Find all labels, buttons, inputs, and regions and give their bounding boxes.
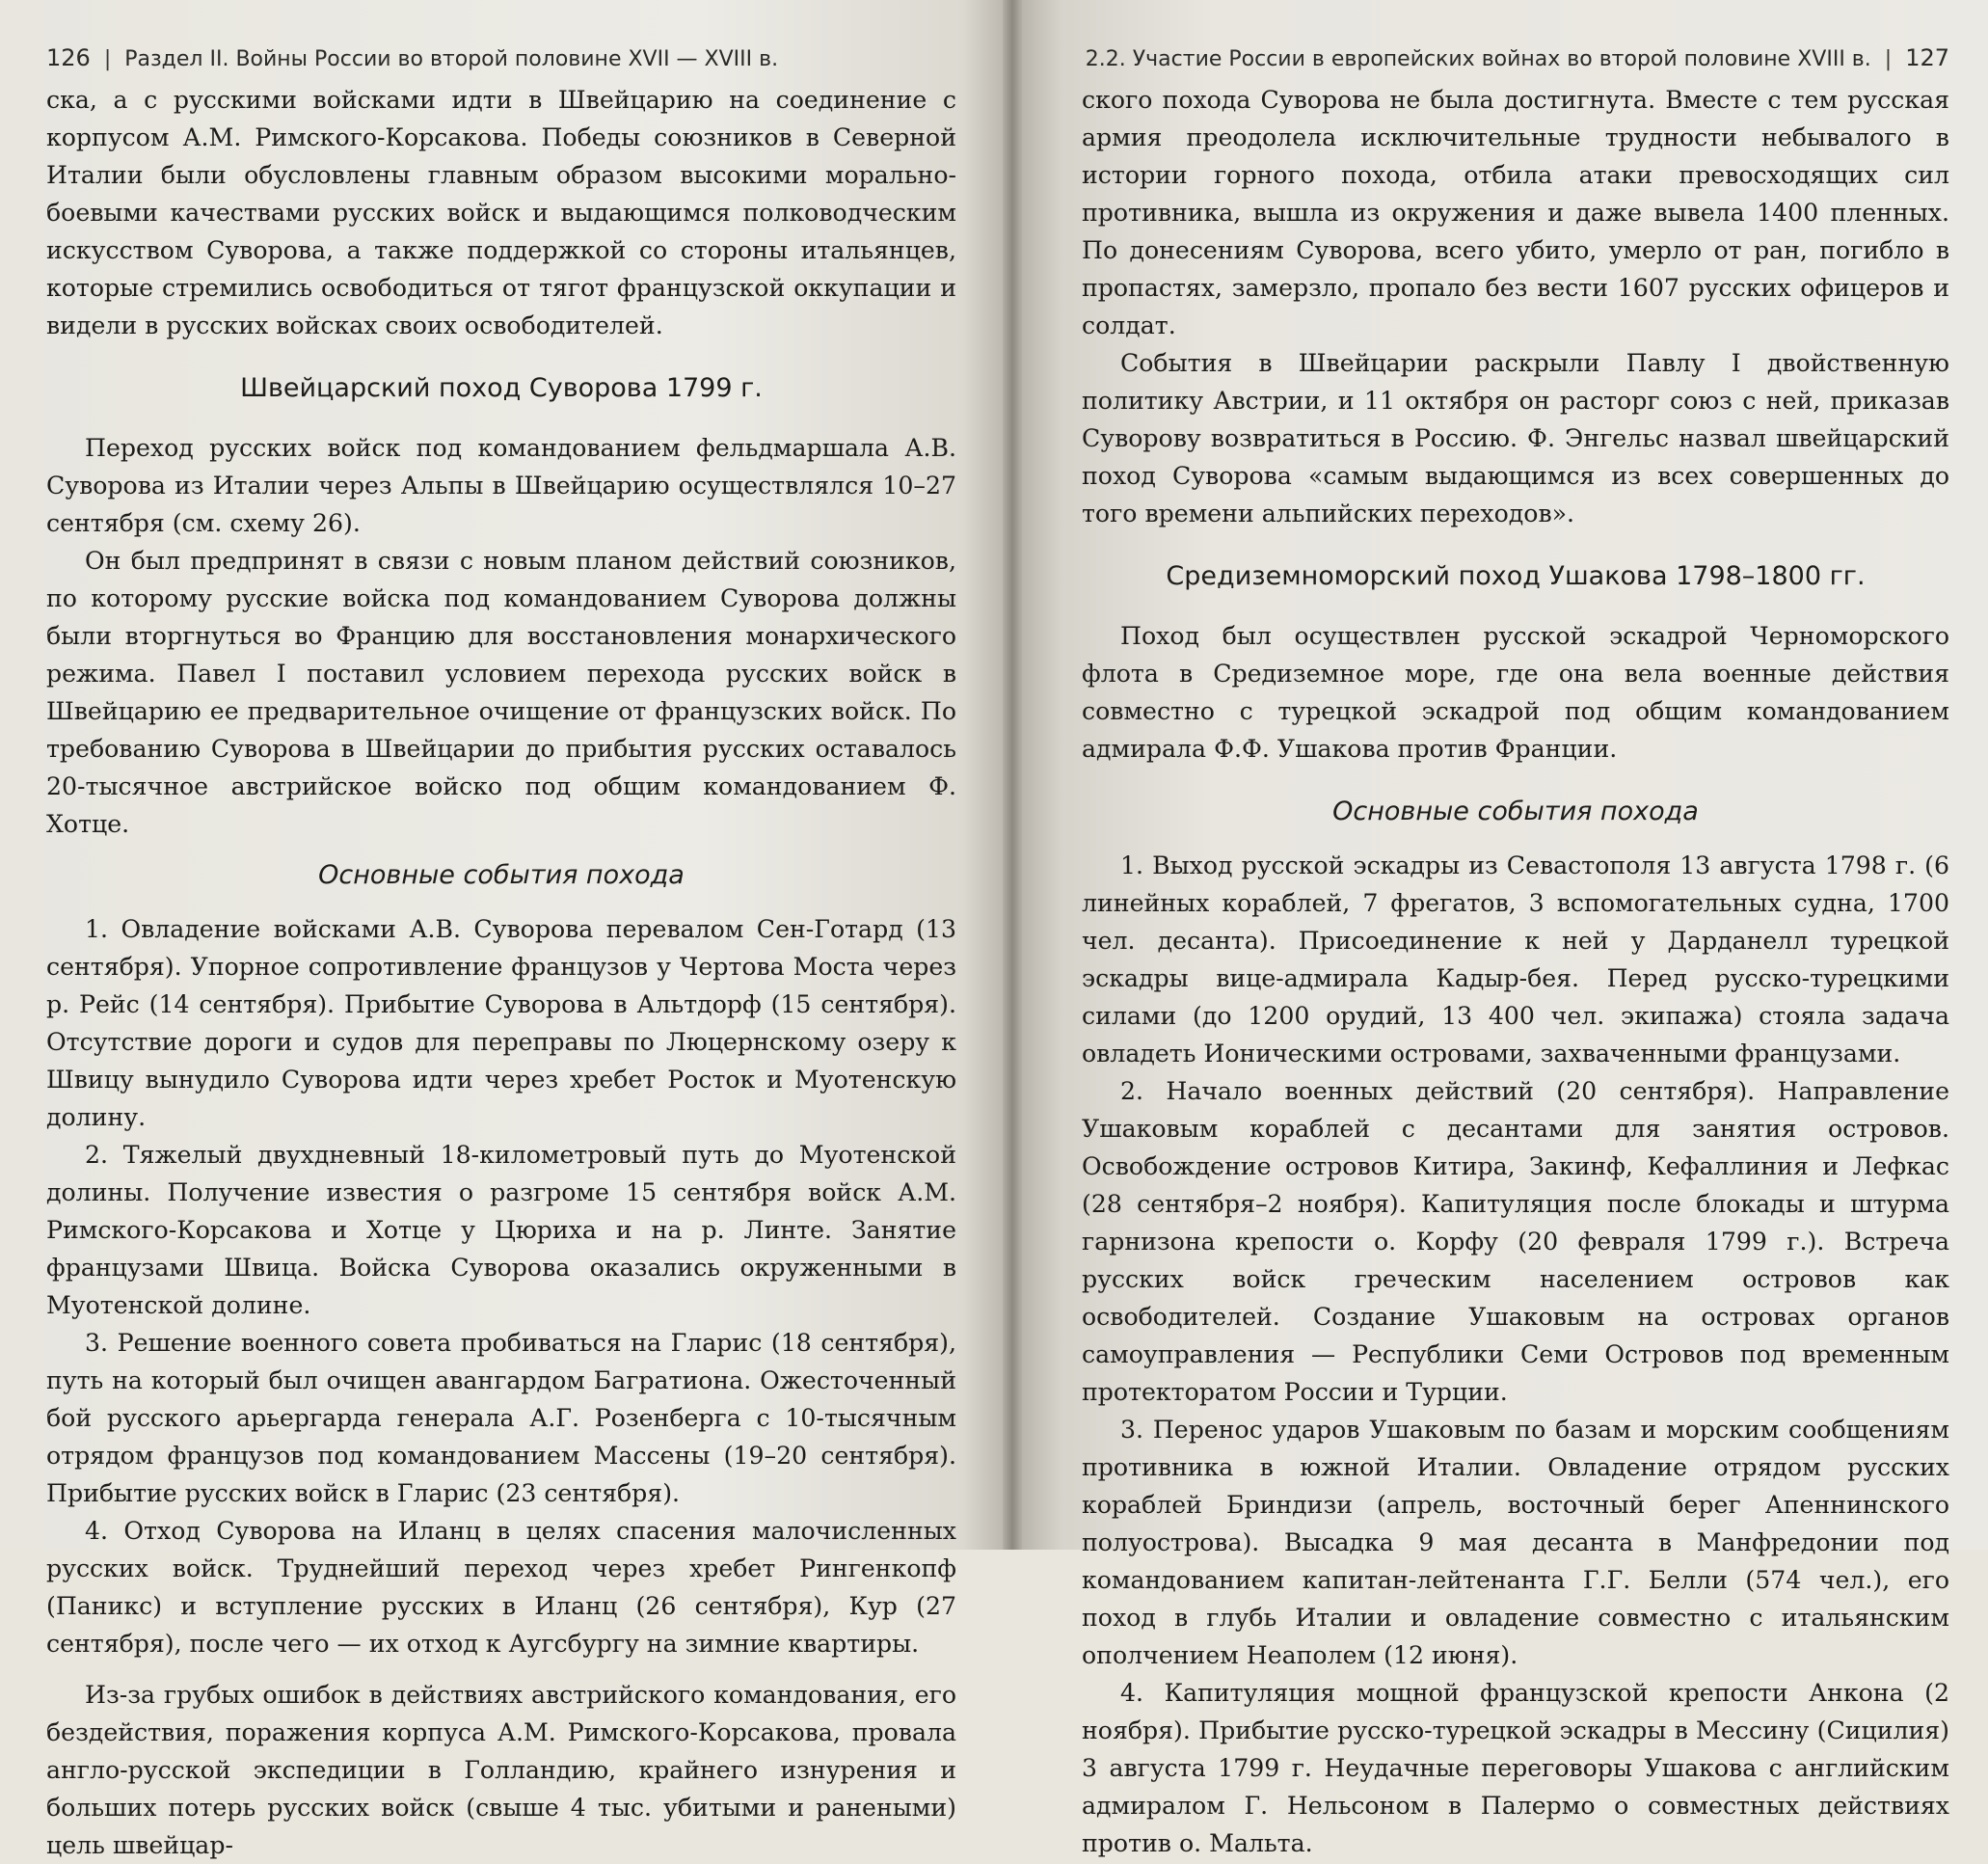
header-separator: | [1884,47,1893,71]
right-paragraph: События в Швейцарии раскрыли Павлу I двойственную политику Австрии, и 11 октября он расторг союз с ней, приказав Суворову возвратиться в Россию. Ф. Энгельс назвал швейцарский поход Суворова «самым выдающимся из всех совершенных до того времени альпийских переходов». [1082,349,1949,527]
right-page [1022,0,1988,1857]
right-event-item: 3. Перенос ударов Ушаковым по базам и морским сообщениям противника в южной Италии. Овладение отрядом русских кораблей Бриндизи (апрель, восточный берег Апеннинского полуострова). Высадка 9 мая десанта в Манфредонии под командованием капитан-лейтенанта Г.Г. Белли (574 чел.), его поход в глубь Италии и овладение совместно с итальянским ополчением Неаполем (12 июня). [1082,1416,1949,1669]
left-running-head [46,42,956,77]
left-event-item: 2. Тяжелый двухдневный 18-километровый путь до Муотенской долины. Получение известия о разгроме 15 сентября войск А.М. Римского-Корсакова и Хотце у Цюриха и на р. Линте. Занятие французами Швица. Войска Суворова оказались окруженными в Муотенской долине. [46,1141,956,1319]
left-paragraph: Он был предпринят в связи с новым планом действий союзников, по которому русские войска под командованием Суворова должны были вторгнуться во Францию для восстановления монархического режима. Павел I поставил условием перехода русских войск в Швейцарию ее предварительное очищение от французских войск. По требованию Суворова в Швейцарии до прибытия русских оставалось 20-тысячное австрийское войско под общим командованием Ф. Хотце. [46,547,956,838]
left-section-title: Швейцарский поход Суворова 1799 г. [240,373,763,403]
right-section-title: Средиземноморский поход Ушакова 1798–1800 гг. [1166,561,1866,591]
header-separator: | [103,47,112,71]
left-running-title: Раздел II. Войны России во второй половине XVII — XVIII в. [124,47,779,71]
right-event-item: 4. Капитуляция мощной французской крепости Анкона (2 ноября). Прибытие русско-турецкой эскадры в Мессину (Сицилия) 3 августа 1799 г. Неудачные переговоры Ушакова с английским адмиралом Г. Нельсоном в Палермо о совместных действиях против о. Мальта. [1082,1679,1949,1857]
right-running-title: 2.2. Участие России в европейских войнах во второй половине XVIII в. [1085,47,1871,71]
left-event-item: 4. Отход Суворова на Иланц в целях спасения малочисленных русских войск. Труднейший переход через хребет Рингенкопф (Паникс) и вступление русских в Иланц (26 сентября), Кур (27 сентября), после чего — их отход к Аугсбургу на зимние квартиры. [46,1517,956,1658]
left-intro-paragraph: ска, а с русскими войсками идти в Швейцарию на соединение с корпусом А.М. Римского-Корсакова. Победы союзников в Северной Италии были обусловлены главным образом высокими морально-боевыми качествами русских войск и выдающимся полководческим искусством Суворова, а также поддержкой со стороны итальянцев, которые стремились освободиться от тягот французской оккупации и видели в русских войсках своих освободителей. [46,86,956,339]
right-page-number: 127 [1905,44,1949,71]
left-event-item: 1. Овладение войсками А.В. Суворова перевалом Сен-Готард (13 сентября). Упорное сопротивление французов у Чертова Моста через р. Рейс (14 сентября). Прибытие Суворова в Альтдорф (15 сентября). Отсутствие дороги и судов для переправы по Люцернскому озеру к Швицу вынудило Суворова идти через хребет Росток и Муотенскую долину. [46,915,956,1131]
right-subsection-title: Основные события похода [1332,797,1699,826]
right-running-head [1082,42,1949,77]
left-page-number: 126 [46,44,91,71]
left-subsection-title: Основные события похода [318,860,685,890]
left-closing-paragraph: Из-за грубых ошибок в действиях австрийского командования, его бездействия, поражения корпуса А.М. Римского-Корсакова, провала англо-русской экспедиции в Голландию, крайнего изнурения и больших потерь русских войск (свыше 4 тыс. убитыми и ранеными) цель швейцар- [46,1681,956,1859]
book-gutter [1003,0,1022,1550]
right-event-item: 1. Выход русской эскадры из Севастополя 13 августа 1798 г. (6 линейных кораблей, 7 фрегатов, 3 вспомогательных судна, 1700 чел. десанта). Присоединение к ней у Дарданелл турецкой эскадры вице-адмирала Кадыр-бея. Перед русско-турецкими силами (до 1200 орудий, 13 400 чел. экипажа) стояла задача овладеть Ионическими островами, захваченными французами. [1082,851,1949,1067]
left-paragraph: Переход русских войск под командованием фельдмаршала А.В. Суворова из Италии через Альпы в Швейцарию осуществлялся 10–27 сентября (см. схему 26). [46,434,956,537]
right-event-item: 2. Начало военных действий (20 сентября). Направление Ушаковым кораблей с десантами для занятия островов. Освобождение островов Китира, Закинф, Кефаллиния и Лефкас (28 сентября–2 ноября). Капитуляция после блокады и штурма гарнизона крепости о. Корфу (20 февраля 1799 г.). Встреча русских войск греческим населением островов как освободителей. Создание Ушаковым на островах органов самоуправления — Республики Семи Островов под временным протекторатом России и Турции. [1082,1077,1949,1406]
right-section-paragraph: Поход был осуществлен русской эскадрой Черноморского флота в Средиземное море, где она вела военные действия совместно с турецкой эскадрой под общим командованием адмирала Ф.Ф. Ушакова против Франции. [1082,622,1949,763]
left-event-item: 3. Решение военного совета пробиваться на Гларис (18 сентября), путь на который был очищен авангардом Багратиона. Ожесточенный бой русского арьергарда генерала А.Г. Розенберга с 10-тысячным отрядом французов под командованием Массены (19–20 сентября). Прибытие русских войск в Гларис (23 сентября). [46,1329,956,1507]
right-intro-paragraph: ского похода Суворова не была достигнута. Вместе с тем русская армия преодолела исключительные трудности небывалого в истории горного похода, отбила атаки превосходящих сил противника, вышла из окружения и даже вывела 1400 пленных. По донесениям Суворова, всего убито, умерло от ран, погибло в пропастях, замерзло, пропало без вести 1607 русских офицеров и солдат. [1082,86,1949,339]
